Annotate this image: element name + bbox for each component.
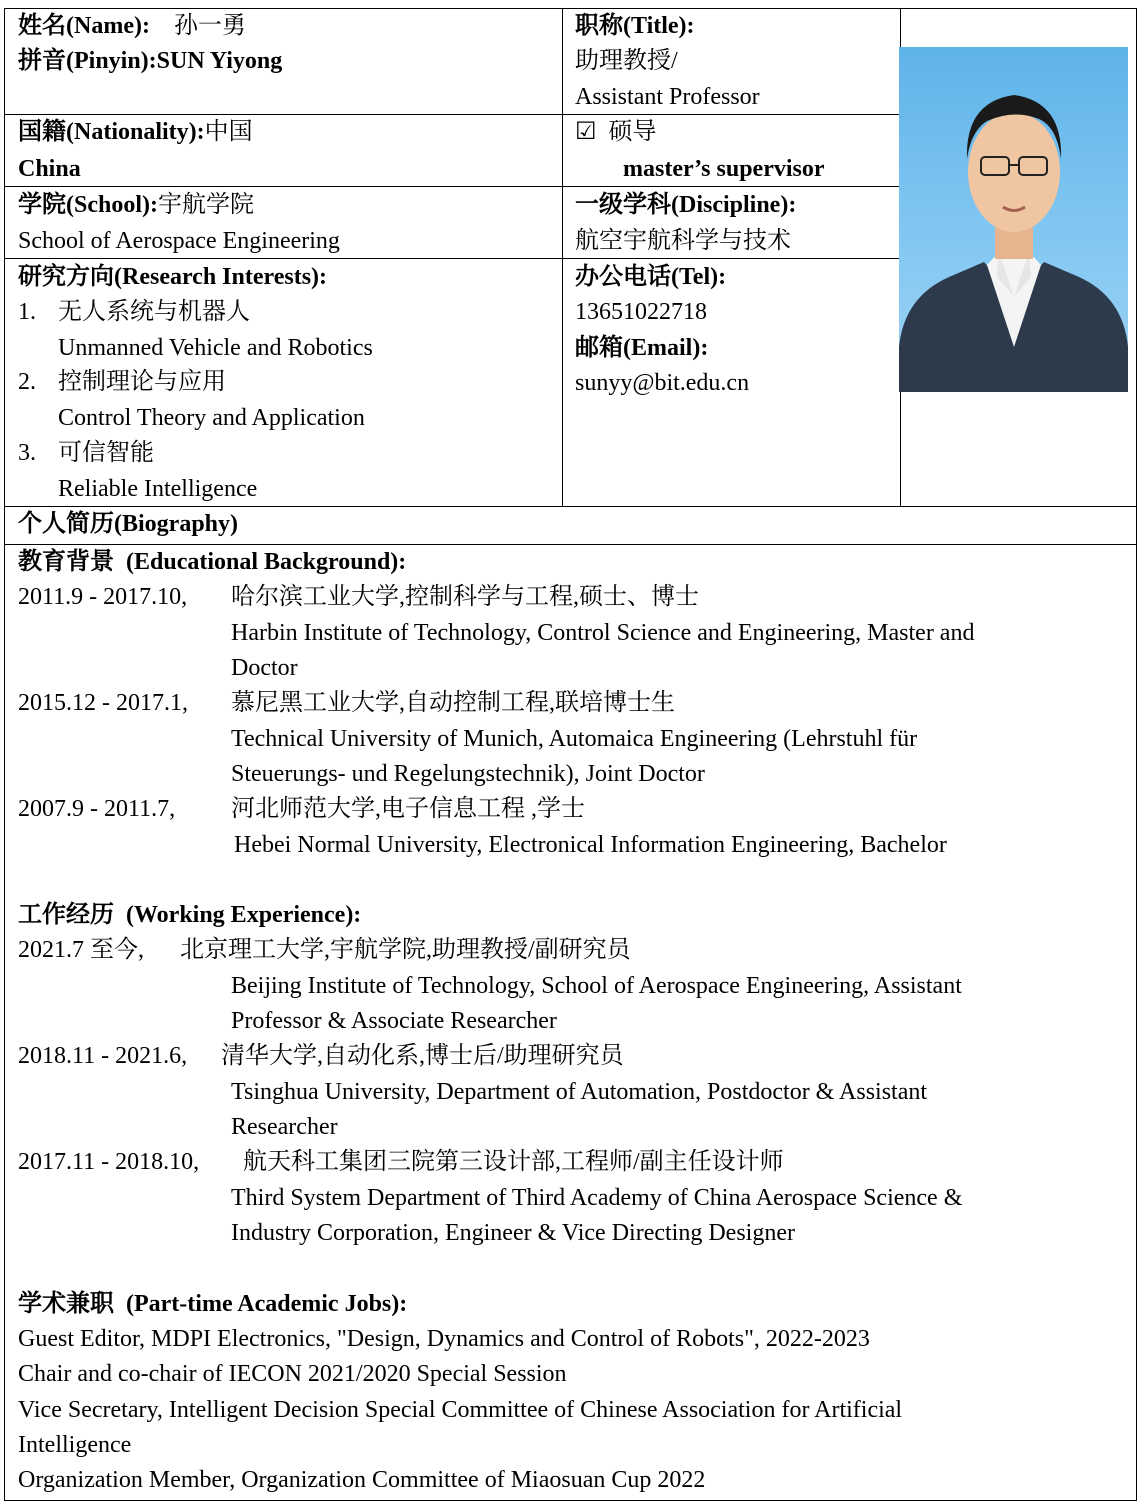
nationality-en: China bbox=[18, 156, 81, 182]
tel-value: 13651022718 bbox=[575, 299, 707, 325]
research-label: 研究方向(Research Interests): bbox=[18, 264, 328, 290]
school-cn: 宇航学院 bbox=[158, 192, 254, 218]
school-en: School of Aerospace Engineering bbox=[18, 228, 340, 254]
research-en: Unmanned Vehicle and Robotics bbox=[58, 335, 373, 361]
supervisor-en: master’s supervisor bbox=[623, 156, 825, 182]
title-label: 职称(Title): bbox=[575, 13, 695, 39]
profile-photo bbox=[899, 47, 1128, 392]
entry-en: Tsinghua University, Department of Automation, Postdoctor & Assistant bbox=[231, 1079, 928, 1105]
entry-en: Beijing Institute of Technology, School of Aerospace Engineering, Assistant bbox=[231, 973, 962, 999]
work-title-en: (Working Experience): bbox=[126, 902, 362, 928]
entry-en: Researcher bbox=[231, 1114, 338, 1140]
school-label: 学院(School): bbox=[18, 192, 158, 218]
col-divider bbox=[562, 9, 563, 506]
pinyin-field bbox=[18, 44, 282, 79]
name-value: 孙一勇 bbox=[173, 13, 246, 39]
entry-cn: 河北师范大学,电子信息工程 ,学士 bbox=[231, 796, 585, 822]
work-heading bbox=[18, 898, 361, 933]
parttime-line: Organization Member, Organization Committee of Miaosuan Cup 2022 bbox=[18, 1467, 706, 1493]
work-title-cn: 工作经历 bbox=[18, 902, 114, 928]
parttime-title-cn: 学术兼职 bbox=[18, 1291, 114, 1317]
entry-date: 2011.9 - 2017.10, bbox=[18, 584, 188, 610]
checkbox-checked-icon: ☑ bbox=[575, 119, 597, 145]
parttime-line: Guest Editor, MDPI Electronics, "Design, Dynamics and Control of Robots", 2022-2023 bbox=[18, 1326, 870, 1352]
email-label: 邮箱(Email): bbox=[575, 335, 709, 361]
name-field bbox=[18, 9, 246, 44]
research-cn: 无人系统与机器人 bbox=[58, 299, 250, 325]
entry-en: Technical University of Munich, Automaica Engineering (Lehrstuhl für bbox=[231, 726, 918, 752]
entry-en: Hebei Normal University, Electronical Information Engineering, Bachelor bbox=[234, 832, 947, 858]
pinyin-label: 拼音(Pinyin): bbox=[18, 48, 157, 74]
research-cn: 控制理论与应用 bbox=[58, 369, 226, 395]
entry-date: 2018.11 - 2021.6, bbox=[18, 1043, 188, 1069]
education-title-en: (Educational Background): bbox=[126, 549, 407, 575]
discipline-cn: 航空宇航科学与技术 bbox=[575, 228, 791, 254]
research-en: Reliable Intelligence bbox=[58, 476, 258, 502]
nationality-cn: 中国 bbox=[204, 119, 253, 145]
entry-date: 2017.11 - 2018.10, bbox=[18, 1149, 200, 1175]
parttime-line: Intelligence bbox=[18, 1432, 132, 1458]
biography-title: 个人简历(Biography) bbox=[18, 511, 239, 537]
entry-en: Third System Department of Third Academy of China Aerospace Science & bbox=[231, 1185, 963, 1211]
research-num: 1. bbox=[18, 299, 36, 325]
entry-cn: 慕尼黑工业大学,自动控制工程,联培博士生 bbox=[231, 690, 675, 716]
pinyin-value: SUN Yiyong bbox=[156, 48, 283, 74]
education-heading bbox=[18, 545, 406, 580]
entry-en: Steuerungs- und Regelungstechnik), Joint Doctor bbox=[231, 761, 705, 787]
tel-label: 办公电话(Tel): bbox=[575, 264, 727, 290]
entry-date: 2021.7 至今, bbox=[18, 937, 144, 963]
title-cn: 助理教授/ bbox=[575, 48, 678, 74]
parttime-title-en: (Part-time Academic Jobs): bbox=[126, 1291, 408, 1317]
portrait-illustration bbox=[899, 47, 1128, 392]
research-en: Control Theory and Application bbox=[58, 405, 365, 431]
discipline-label: 一级学科(Discipline): bbox=[575, 192, 797, 218]
school-field bbox=[18, 188, 254, 223]
entry-cn: 北京理工大学,宇航学院,助理教授/副研究员 bbox=[180, 937, 631, 963]
research-num: 3. bbox=[18, 440, 36, 466]
entry-en: Professor & Associate Researcher bbox=[231, 1008, 557, 1034]
nationality-label: 国籍(Nationality): bbox=[18, 119, 205, 145]
nationality-field bbox=[18, 115, 253, 150]
email-value: sunyy@bit.edu.cn bbox=[575, 370, 750, 396]
parttime-line: Vice Secretary, Intelligent Decision Special Committee of Chinese Association for Artificial bbox=[18, 1397, 903, 1423]
title-en: Assistant Professor bbox=[575, 84, 760, 110]
entry-en: Doctor bbox=[231, 655, 298, 681]
entry-cn: 清华大学,自动化系,博士后/助理研究员 bbox=[221, 1043, 624, 1069]
research-cn: 可信智能 bbox=[58, 440, 154, 466]
entry-date: 2015.12 - 2017.1, bbox=[18, 690, 188, 716]
parttime-heading bbox=[18, 1287, 407, 1322]
entry-en: Industry Corporation, Engineer & Vice Directing Designer bbox=[231, 1220, 795, 1246]
education-title-cn: 教育背景 bbox=[18, 549, 114, 575]
entry-en: Harbin Institute of Technology, Control Science and Engineering, Master and bbox=[231, 620, 975, 646]
entry-cn: 哈尔滨工业大学,控制科学与工程,硕士、博士 bbox=[231, 584, 699, 610]
supervisor-field bbox=[575, 115, 657, 150]
research-num: 2. bbox=[18, 369, 36, 395]
entry-date: 2007.9 - 2011.7, bbox=[18, 796, 176, 822]
parttime-line: Chair and co-chair of IECON 2021/2020 Special Session bbox=[18, 1361, 567, 1387]
name-label: 姓名(Name): bbox=[18, 13, 150, 39]
entry-cn: 航天科工集团三院第三设计部,工程师/副主任设计师 bbox=[243, 1149, 784, 1175]
supervisor-cn: 硕导 bbox=[608, 119, 657, 145]
